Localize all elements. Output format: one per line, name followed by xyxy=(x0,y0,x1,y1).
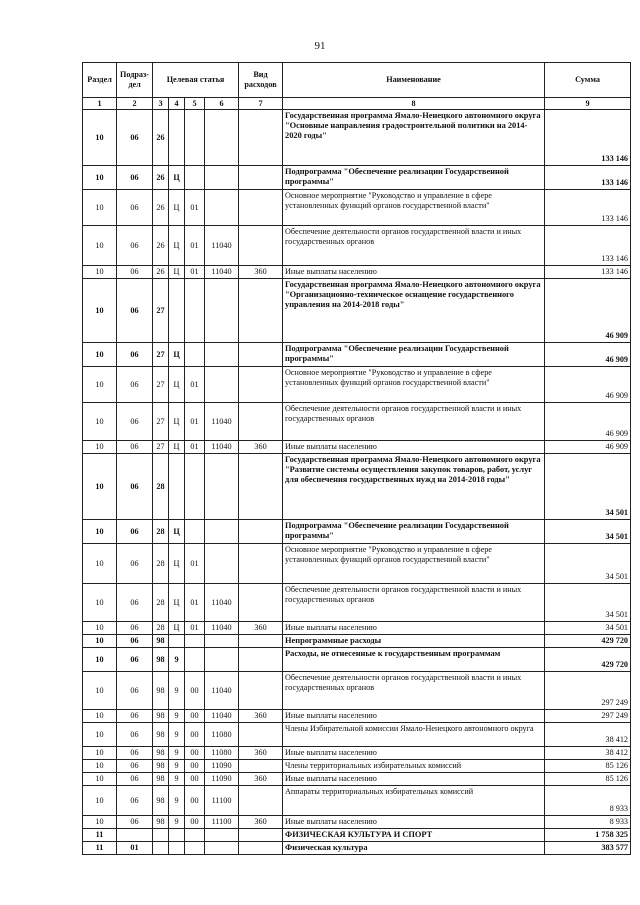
cell-subprogram: Ц xyxy=(169,367,185,403)
table-row xyxy=(83,166,631,190)
cell-summa: 46 909 xyxy=(545,403,631,441)
cell-vid-rashodov xyxy=(239,454,283,520)
cell-direction: 11080 xyxy=(205,723,239,747)
table-row xyxy=(83,226,631,266)
cell-subprogram: Ц xyxy=(169,226,185,266)
cell-naimenovanie: Обеспечение деятельности органов государственной власти и иных государственных органов xyxy=(283,226,545,266)
cell-summa: 34 501 xyxy=(545,544,631,584)
cell-podrazdel: 06 xyxy=(117,190,153,226)
cell-naimenovanie: Государственная программа Ямало-Ненецкого автономного округа "Развитие системы осуществления закупок товаров, работ, услуг для обеспечения государственных нужд на 2014-2018 годы" xyxy=(283,454,545,520)
cell-program: 98 xyxy=(153,760,169,773)
cell-razdel: 10 xyxy=(83,454,117,520)
table-row xyxy=(83,279,631,343)
cell-program: 27 xyxy=(153,343,169,367)
cell-vid-rashodov xyxy=(239,166,283,190)
cell-direction xyxy=(205,520,239,544)
cell-program: 27 xyxy=(153,441,169,454)
table-row xyxy=(83,710,631,723)
cell-vid-rashodov xyxy=(239,584,283,622)
cell-program xyxy=(153,842,169,855)
table-row xyxy=(83,190,631,226)
cell-podrazdel: 06 xyxy=(117,441,153,454)
cell-subprogram xyxy=(169,829,185,842)
cell-event xyxy=(185,454,205,520)
cell-podrazdel: 06 xyxy=(117,166,153,190)
cell-razdel: 10 xyxy=(83,584,117,622)
cell-razdel: 10 xyxy=(83,190,117,226)
cell-program: 26 xyxy=(153,226,169,266)
cell-program: 27 xyxy=(153,367,169,403)
cell-direction xyxy=(205,635,239,648)
header-summa: Сумма xyxy=(545,63,631,98)
cell-razdel: 10 xyxy=(83,226,117,266)
cell-naimenovanie: Физическая культура xyxy=(283,842,545,855)
cell-direction: 11100 xyxy=(205,816,239,829)
cell-razdel: 10 xyxy=(83,520,117,544)
cell-summa: 46 909 xyxy=(545,367,631,403)
cell-naimenovanie: Иные выплаты населению xyxy=(283,266,545,279)
cell-direction xyxy=(205,829,239,842)
cell-summa: 85 126 xyxy=(545,760,631,773)
cell-program: 28 xyxy=(153,622,169,635)
cell-podrazdel: 06 xyxy=(117,760,153,773)
cell-podrazdel: 06 xyxy=(117,520,153,544)
cell-naimenovanie: Непрограммные расходы xyxy=(283,635,545,648)
header-celevaya-statya: Целевая статья xyxy=(153,63,239,98)
cell-subprogram: Ц xyxy=(169,520,185,544)
cell-direction: 11040 xyxy=(205,672,239,710)
cell-razdel: 10 xyxy=(83,710,117,723)
cell-vid-rashodov: 360 xyxy=(239,773,283,786)
table-body xyxy=(83,110,631,855)
cell-direction xyxy=(205,166,239,190)
cell-subprogram xyxy=(169,842,185,855)
cell-naimenovanie: Подпрограмма "Обеспечение реализации Государственной программы" xyxy=(283,166,545,190)
cell-summa: 133 146 xyxy=(545,110,631,166)
cell-direction: 11080 xyxy=(205,747,239,760)
cell-subprogram: Ц xyxy=(169,190,185,226)
cell-podrazdel: 06 xyxy=(117,672,153,710)
cell-subprogram xyxy=(169,279,185,343)
cell-summa: 133 146 xyxy=(545,166,631,190)
cell-podrazdel: 06 xyxy=(117,544,153,584)
cell-vid-rashodov xyxy=(239,110,283,166)
cell-naimenovanie: ФИЗИЧЕСКАЯ КУЛЬТУРА И СПОРТ xyxy=(283,829,545,842)
cell-program: 98 xyxy=(153,635,169,648)
page-number: 91 xyxy=(314,40,326,52)
cell-vid-rashodov: 360 xyxy=(239,441,283,454)
cell-event: 00 xyxy=(185,747,205,760)
table-row xyxy=(83,110,631,166)
column-number: 5 xyxy=(185,98,205,110)
cell-program: 98 xyxy=(153,672,169,710)
cell-summa: 8 933 xyxy=(545,816,631,829)
cell-vid-rashodov xyxy=(239,226,283,266)
cell-subprogram xyxy=(169,454,185,520)
cell-vid-rashodov xyxy=(239,786,283,816)
table-row xyxy=(83,622,631,635)
cell-podrazdel: 06 xyxy=(117,816,153,829)
cell-razdel: 10 xyxy=(83,266,117,279)
cell-vid-rashodov xyxy=(239,544,283,584)
cell-program: 28 xyxy=(153,544,169,584)
cell-razdel: 10 xyxy=(83,760,117,773)
cell-naimenovanie: Расходы, не отнесенные к государственным программам xyxy=(283,648,545,672)
cell-summa: 34 501 xyxy=(545,584,631,622)
cell-subprogram: Ц xyxy=(169,622,185,635)
cell-podrazdel: 06 xyxy=(117,773,153,786)
budget-table xyxy=(82,62,631,855)
cell-naimenovanie: Основное мероприятие "Руководство и управление в сфере установленных функций органов государственной власти" xyxy=(283,544,545,584)
header-row xyxy=(83,63,631,98)
cell-razdel: 10 xyxy=(83,723,117,747)
cell-razdel: 10 xyxy=(83,622,117,635)
table-row xyxy=(83,441,631,454)
cell-summa: 297 249 xyxy=(545,710,631,723)
table-row xyxy=(83,786,631,816)
cell-razdel: 10 xyxy=(83,403,117,441)
cell-podrazdel: 06 xyxy=(117,648,153,672)
table-row xyxy=(83,544,631,584)
cell-event xyxy=(185,279,205,343)
cell-direction: 11040 xyxy=(205,403,239,441)
header-razdel: Раздел xyxy=(83,63,117,98)
column-number: 3 xyxy=(153,98,169,110)
cell-naimenovanie: Иные выплаты населению xyxy=(283,710,545,723)
cell-summa: 85 126 xyxy=(545,773,631,786)
cell-subprogram: Ц xyxy=(169,403,185,441)
cell-direction: 11040 xyxy=(205,710,239,723)
header-podrazdel: Подраз-дел xyxy=(117,63,153,98)
cell-naimenovanie: Государственная программа Ямало-Ненецкого автономного округа "Организационно-техническое оснащение государственного управления на 2014-2018 годы" xyxy=(283,279,545,343)
cell-direction xyxy=(205,367,239,403)
cell-vid-rashodov: 360 xyxy=(239,266,283,279)
header-vid-rashodov: Вид расходов xyxy=(239,63,283,98)
cell-naimenovanie: Основное мероприятие "Руководство и управление в сфере установленных функций органов государственной власти" xyxy=(283,367,545,403)
cell-vid-rashodov xyxy=(239,842,283,855)
cell-event: 00 xyxy=(185,773,205,786)
cell-vid-rashodov xyxy=(239,672,283,710)
cell-subprogram xyxy=(169,635,185,648)
cell-naimenovanie: Обеспечение деятельности органов государственной власти и иных государственных органов xyxy=(283,403,545,441)
cell-subprogram: Ц xyxy=(169,544,185,584)
cell-razdel: 10 xyxy=(83,773,117,786)
cell-podrazdel: 06 xyxy=(117,723,153,747)
cell-summa: 1 758 325 xyxy=(545,829,631,842)
cell-summa: 38 412 xyxy=(545,747,631,760)
cell-razdel: 10 xyxy=(83,110,117,166)
cell-vid-rashodov: 360 xyxy=(239,816,283,829)
cell-direction: 11090 xyxy=(205,760,239,773)
cell-podrazdel: 06 xyxy=(117,367,153,403)
cell-subprogram: Ц xyxy=(169,441,185,454)
cell-summa: 46 909 xyxy=(545,441,631,454)
cell-summa: 34 501 xyxy=(545,520,631,544)
table-row xyxy=(83,816,631,829)
cell-program: 98 xyxy=(153,786,169,816)
cell-vid-rashodov: 360 xyxy=(239,747,283,760)
cell-summa: 429 720 xyxy=(545,635,631,648)
cell-naimenovanie: Члены Избирательной комиссии Ямало-Ненецкого автономного округа xyxy=(283,723,545,747)
table-row xyxy=(83,829,631,842)
cell-summa: 297 249 xyxy=(545,672,631,710)
cell-direction: 11090 xyxy=(205,773,239,786)
cell-razdel: 10 xyxy=(83,816,117,829)
column-number: 1 xyxy=(83,98,117,110)
table-row xyxy=(83,747,631,760)
cell-event xyxy=(185,635,205,648)
cell-naimenovanie: Иные выплаты населению xyxy=(283,816,545,829)
cell-direction: 11100 xyxy=(205,786,239,816)
cell-subprogram: Ц xyxy=(169,166,185,190)
cell-naimenovanie: Иные выплаты населению xyxy=(283,747,545,760)
table-row xyxy=(83,266,631,279)
cell-program: 27 xyxy=(153,403,169,441)
cell-vid-rashodov xyxy=(239,760,283,773)
cell-event xyxy=(185,520,205,544)
cell-event: 01 xyxy=(185,584,205,622)
cell-podrazdel: 06 xyxy=(117,226,153,266)
cell-naimenovanie: Иные выплаты населению xyxy=(283,441,545,454)
cell-subprogram: Ц xyxy=(169,343,185,367)
table-row xyxy=(83,454,631,520)
cell-podrazdel: 06 xyxy=(117,584,153,622)
column-number: 8 xyxy=(283,98,545,110)
cell-program: 26 xyxy=(153,110,169,166)
cell-podrazdel: 06 xyxy=(117,747,153,760)
cell-naimenovanie: Обеспечение деятельности органов государственной власти и иных государственных органов xyxy=(283,584,545,622)
cell-event: 01 xyxy=(185,403,205,441)
cell-event: 01 xyxy=(185,226,205,266)
cell-summa: 38 412 xyxy=(545,723,631,747)
table-row xyxy=(83,403,631,441)
cell-program: 98 xyxy=(153,816,169,829)
cell-event xyxy=(185,648,205,672)
cell-event: 00 xyxy=(185,760,205,773)
cell-direction xyxy=(205,110,239,166)
cell-event: 01 xyxy=(185,622,205,635)
cell-naimenovanie: Государственная программа Ямало-Ненецкого автономного округа "Основные направления градостроительной политики на 2014-2020 годы" xyxy=(283,110,545,166)
cell-direction: 11040 xyxy=(205,266,239,279)
cell-program: 98 xyxy=(153,648,169,672)
cell-naimenovanie: Основное мероприятие "Руководство и управление в сфере установленных функций органов государственной власти" xyxy=(283,190,545,226)
cell-podrazdel: 06 xyxy=(117,622,153,635)
cell-summa: 133 146 xyxy=(545,226,631,266)
cell-event: 00 xyxy=(185,710,205,723)
cell-podrazdel: 06 xyxy=(117,454,153,520)
header-naimenovanie: Наименование xyxy=(283,63,545,98)
column-number: 4 xyxy=(169,98,185,110)
cell-direction xyxy=(205,279,239,343)
cell-program: 26 xyxy=(153,190,169,226)
cell-razdel: 11 xyxy=(83,842,117,855)
cell-podrazdel xyxy=(117,829,153,842)
cell-vid-rashodov: 360 xyxy=(239,710,283,723)
cell-direction: 11040 xyxy=(205,441,239,454)
cell-summa: 429 720 xyxy=(545,648,631,672)
cell-naimenovanie: Иные выплаты населению xyxy=(283,773,545,786)
cell-podrazdel: 06 xyxy=(117,710,153,723)
cell-direction xyxy=(205,842,239,855)
cell-subprogram: Ц xyxy=(169,266,185,279)
cell-direction: 11040 xyxy=(205,226,239,266)
cell-summa: 133 146 xyxy=(545,190,631,226)
column-number: 7 xyxy=(239,98,283,110)
cell-summa: 46 909 xyxy=(545,279,631,343)
cell-summa: 34 501 xyxy=(545,622,631,635)
cell-razdel: 10 xyxy=(83,672,117,710)
table-row xyxy=(83,648,631,672)
cell-subprogram: 9 xyxy=(169,773,185,786)
cell-podrazdel: 06 xyxy=(117,279,153,343)
cell-program: 28 xyxy=(153,584,169,622)
cell-subprogram: Ц xyxy=(169,584,185,622)
cell-vid-rashodov: 360 xyxy=(239,622,283,635)
table-row xyxy=(83,367,631,403)
cell-event: 01 xyxy=(185,190,205,226)
cell-vid-rashodov xyxy=(239,403,283,441)
column-number: 9 xyxy=(545,98,631,110)
table-row xyxy=(83,723,631,747)
cell-event xyxy=(185,110,205,166)
cell-direction: 11040 xyxy=(205,622,239,635)
column-numbers-row xyxy=(83,98,631,110)
cell-program: 98 xyxy=(153,773,169,786)
cell-vid-rashodov xyxy=(239,723,283,747)
cell-program: 98 xyxy=(153,723,169,747)
cell-vid-rashodov xyxy=(239,343,283,367)
cell-program: 28 xyxy=(153,454,169,520)
column-number: 6 xyxy=(205,98,239,110)
table-row xyxy=(83,672,631,710)
cell-direction xyxy=(205,343,239,367)
cell-program: 26 xyxy=(153,266,169,279)
table-row xyxy=(83,343,631,367)
cell-event: 01 xyxy=(185,544,205,584)
cell-podrazdel: 01 xyxy=(117,842,153,855)
cell-direction xyxy=(205,190,239,226)
cell-subprogram: 9 xyxy=(169,672,185,710)
cell-subprogram: 9 xyxy=(169,816,185,829)
cell-program: 26 xyxy=(153,166,169,190)
cell-podrazdel: 06 xyxy=(117,343,153,367)
cell-summa: 34 501 xyxy=(545,454,631,520)
cell-razdel: 10 xyxy=(83,279,117,343)
cell-event: 00 xyxy=(185,672,205,710)
cell-razdel: 10 xyxy=(83,786,117,816)
cell-summa: 383 577 xyxy=(545,842,631,855)
cell-podrazdel: 06 xyxy=(117,786,153,816)
cell-vid-rashodov xyxy=(239,190,283,226)
cell-event xyxy=(185,829,205,842)
cell-event: 00 xyxy=(185,786,205,816)
cell-razdel: 11 xyxy=(83,829,117,842)
cell-vid-rashodov xyxy=(239,648,283,672)
table-row xyxy=(83,584,631,622)
cell-subprogram: 9 xyxy=(169,786,185,816)
cell-podrazdel: 06 xyxy=(117,110,153,166)
cell-event: 01 xyxy=(185,367,205,403)
cell-direction xyxy=(205,544,239,584)
cell-razdel: 10 xyxy=(83,166,117,190)
cell-program: 98 xyxy=(153,747,169,760)
cell-program: 28 xyxy=(153,520,169,544)
cell-event: 01 xyxy=(185,441,205,454)
cell-naimenovanie: Подпрограмма "Обеспечение реализации Государственной программы" xyxy=(283,520,545,544)
cell-program xyxy=(153,829,169,842)
cell-event: 00 xyxy=(185,816,205,829)
table-row xyxy=(83,842,631,855)
cell-summa: 46 909 xyxy=(545,343,631,367)
cell-subprogram: 9 xyxy=(169,723,185,747)
cell-podrazdel: 06 xyxy=(117,266,153,279)
cell-razdel: 10 xyxy=(83,747,117,760)
cell-podrazdel: 06 xyxy=(117,635,153,648)
table-row xyxy=(83,773,631,786)
cell-direction xyxy=(205,648,239,672)
cell-event xyxy=(185,842,205,855)
cell-direction xyxy=(205,454,239,520)
cell-naimenovanie: Члены территориальных избирательных комиссий xyxy=(283,760,545,773)
cell-program: 27 xyxy=(153,279,169,343)
cell-subprogram: 9 xyxy=(169,710,185,723)
cell-summa: 133 146 xyxy=(545,266,631,279)
cell-subprogram: 9 xyxy=(169,747,185,760)
table-row xyxy=(83,520,631,544)
cell-naimenovanie: Обеспечение деятельности органов государственной власти и иных государственных органов xyxy=(283,672,545,710)
cell-subprogram xyxy=(169,110,185,166)
cell-razdel: 10 xyxy=(83,367,117,403)
cell-subprogram: 9 xyxy=(169,648,185,672)
cell-vid-rashodov xyxy=(239,829,283,842)
cell-event: 01 xyxy=(185,266,205,279)
table-row xyxy=(83,635,631,648)
cell-program: 98 xyxy=(153,710,169,723)
cell-razdel: 10 xyxy=(83,648,117,672)
cell-event xyxy=(185,166,205,190)
column-number: 2 xyxy=(117,98,153,110)
cell-naimenovanie: Иные выплаты населению xyxy=(283,622,545,635)
table-row xyxy=(83,760,631,773)
cell-vid-rashodov xyxy=(239,367,283,403)
cell-summa: 8 933 xyxy=(545,786,631,816)
cell-naimenovanie: Подпрограмма "Обеспечение реализации Государственной программы" xyxy=(283,343,545,367)
cell-razdel: 10 xyxy=(83,441,117,454)
cell-razdel: 10 xyxy=(83,544,117,584)
cell-direction: 11040 xyxy=(205,584,239,622)
cell-podrazdel: 06 xyxy=(117,403,153,441)
cell-razdel: 10 xyxy=(83,343,117,367)
cell-vid-rashodov xyxy=(239,520,283,544)
cell-event: 00 xyxy=(185,723,205,747)
cell-event xyxy=(185,343,205,367)
cell-vid-rashodov xyxy=(239,635,283,648)
cell-subprogram: 9 xyxy=(169,760,185,773)
cell-razdel: 10 xyxy=(83,635,117,648)
cell-vid-rashodov xyxy=(239,279,283,343)
cell-naimenovanie: Аппараты территориальных избирательных комиссий xyxy=(283,786,545,816)
